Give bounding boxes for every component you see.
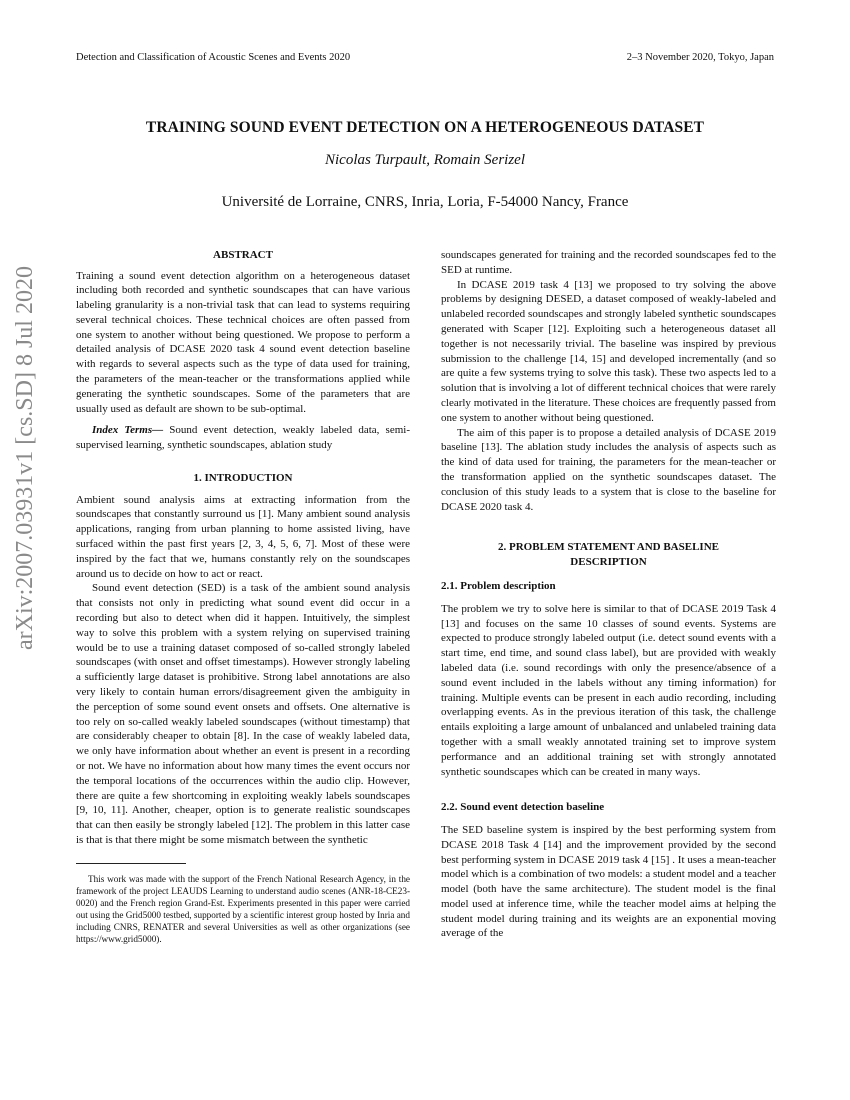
introduction-heading: 1. INTRODUCTION xyxy=(193,472,293,485)
abstract-text: Training a sound event detection algorithm on a heterogeneous dataset including both recorded and synthetic soundscapes that can have various labeling granularity is a non-trivial task that can lead to systems requiring several technical choices. These technical choices are often passed from one system to another without being questioned. We propose to perform a detailed analysis of DCASE 2020 task 4 sound event detection baseline with regards to several aspects such as the type of data used for training, the parameters of the mean-teacher or the transformations applied while generating the synthetic soundscapes. Some of the parameters that are usually used as default are shown to be sub-optimal. xyxy=(76,269,410,415)
abstract-heading: ABSTRACT xyxy=(213,249,273,261)
index-terms-text: Sound event detection, weakly labeled data, semi-supervised learning, synthetic soundscapes, ablation study xyxy=(76,424,410,452)
introduction-paragraph: In DCASE 2019 task 4 [13] we proposed to try solving the above problems by designing DESED, a dataset composed of weakly-labeled and unlabeled recorded soundscapes and strongly labeled synthetic soundscapes generated with Scaper [12]. Exploiting such a heterogeneous dataset all together is not necessarily trivial. The baseline was inspired by previous submission to the challenge [14, 15] and developed incrementally (and so are quite a few systems trying to solve this task). These two aspects led to a solution that is involving a lot of different technical choices that were rarely clearly motivated in the literature. These choices are frequently passed from one system to another without being questioned. xyxy=(441,278,776,424)
left-column xyxy=(76,248,410,945)
author-affiliation: Université de Lorraine, CNRS, Inria, Loria, F-54000 Nancy, France xyxy=(221,194,629,210)
paper-authors: Nicolas Turpault, Romain Serizel xyxy=(324,152,525,168)
footnote-rule xyxy=(76,863,186,864)
section2-heading xyxy=(441,540,776,569)
subsection-2-2-heading: 2.2. Sound event detection baseline xyxy=(441,801,605,814)
subsection-2-2-text: The SED baseline system is inspired by the best performing system from DCASE 2018 Task 4 [14] and the improvement provided by the second best performing system in DCASE 2019 task 4 [15] . It uses a mean-teacher model which is a combination of two models: a student model and a teacher model (both have the same architecture). The student model is the final model used at inference time, while the teacher model aims at helping the student model during training and its weights are an exponential moving average of the xyxy=(441,823,776,940)
conference-date-location: 2–3 November 2020, Tokyo, Japan xyxy=(626,52,774,63)
introduction-paragraph: Ambient sound analysis aims at extracting information from the soundscapes that constantly surround us [1]. Many ambient sound analysis applications, ranging from urban planning to home assisted living, have surfaced within the past first years [2, 3, 4, 5, 6, 7]. Most of these were inspired by the fact that we, humans constantly rely on the soundscapes around us to decide on how to act or react. xyxy=(76,493,410,580)
index-terms xyxy=(76,423,410,453)
subsection-2-1-heading: 2.1. Problem description xyxy=(441,580,556,593)
introduction-paragraph: Sound event detection (SED) is a task of the ambient sound analysis that consists not only in predicting what sound event did occur in a recording but also to detect when did it happen. Intuitively, the simplest way to solve this problem with a system relying on supervised training would be to use a training dataset composed of so-called strongly labeled soundscapes (with onset and offset timestamps). However strongly labeling a sufficiently large dataset is prohibitive. Strong label annotations are also very likely to contain human errors/disagreement given the ambiguity in the perception of some sound event onsets and offsets. One alternative is too rely on so-called weakly labeled soundscapes (without timestamp) that are considerably cheaper to obtain [8]. In the case of weakly labeled data, we only have information about whether an event is present in a recording or not. We have no information about how many times the event occurs nor the temporal locations of the occurrences within the audio clip. However, there are quite a few shortcoming in exploiting weakly labels soundscapes [9, 10, 11]. Another, cheaper, option is to generate realistic soundscapes that can then easily be strongly labeled [12]. The problem in this latter case is that is that there might be some mismatch between the synthetic xyxy=(76,582,410,846)
introduction-paragraph: The aim of this paper is to propose a detailed analysis of DCASE 2019 baseline [13]. The ablation study includes the analysis of aspects such as the kind of data used for training, the parameters for the mean-teacher or the transformation applied on the synthetic soundscapes dataset. The conclusion of this study leads to a system that is close to the baseline for DCASE 2020 task 4. xyxy=(441,426,776,513)
introduction-paragraph: soundscapes generated for training and the recorded soundscapes fed to the SED at runtime. xyxy=(441,249,776,276)
footnote-text: This work was made with the support of the French National Research Agency, in the framework of the project LEAUDS Learning to understand audio scenes (ANR-18-CE23-0020) and the French region Grand-Est. Experiments presented in this paper were carried out using the Grid5000 testbed, supported by a scientific interest group hosted by Inria and including CNRS, RENATER and several Universities as well as other organizations (see https://www.grid5000). xyxy=(76,873,410,944)
section2-heading-line1: 2. PROBLEM STATEMENT AND BASELINE xyxy=(498,541,719,554)
footnote xyxy=(76,873,410,945)
conference-header: Detection and Classification of Acoustic Scenes and Events 2020 xyxy=(76,52,351,63)
right-column xyxy=(441,248,776,941)
section2-heading-line2: DESCRIPTION xyxy=(570,555,647,568)
index-terms-label: Index Terms— xyxy=(92,424,164,437)
subsection-2-1-text: The problem we try to solve here is similar to that of DCASE 2019 Task 4 [13] and focuses on the same 10 classes of sound events. Systems are expected to produce strongly labeled output (i.e. detect sound events with a start time, end time, and sound class label), but are provided with weakly labeled data (i.e. sound recordings with only the presence/absence of a sound event included in the labels without any timing information) for training. Multiple events can be present in each audio recording, including overlapping events. As in the previous iteration of this task, the challenge entails exploiting a large amount of unbalanced and unlabeled training data together with a small weakly annotated training set to improve system performance and an additional training set with strongly annotated synthetic soundscapes which can be created in many ways. xyxy=(441,602,776,778)
paper-title: TRAINING SOUND EVENT DETECTION ON A HETEROGENEOUS DATASET xyxy=(145,119,705,136)
arxiv-identifier: arXiv:2007.03931v1 [cs.SD] 8 Jul 2020 xyxy=(12,266,38,650)
